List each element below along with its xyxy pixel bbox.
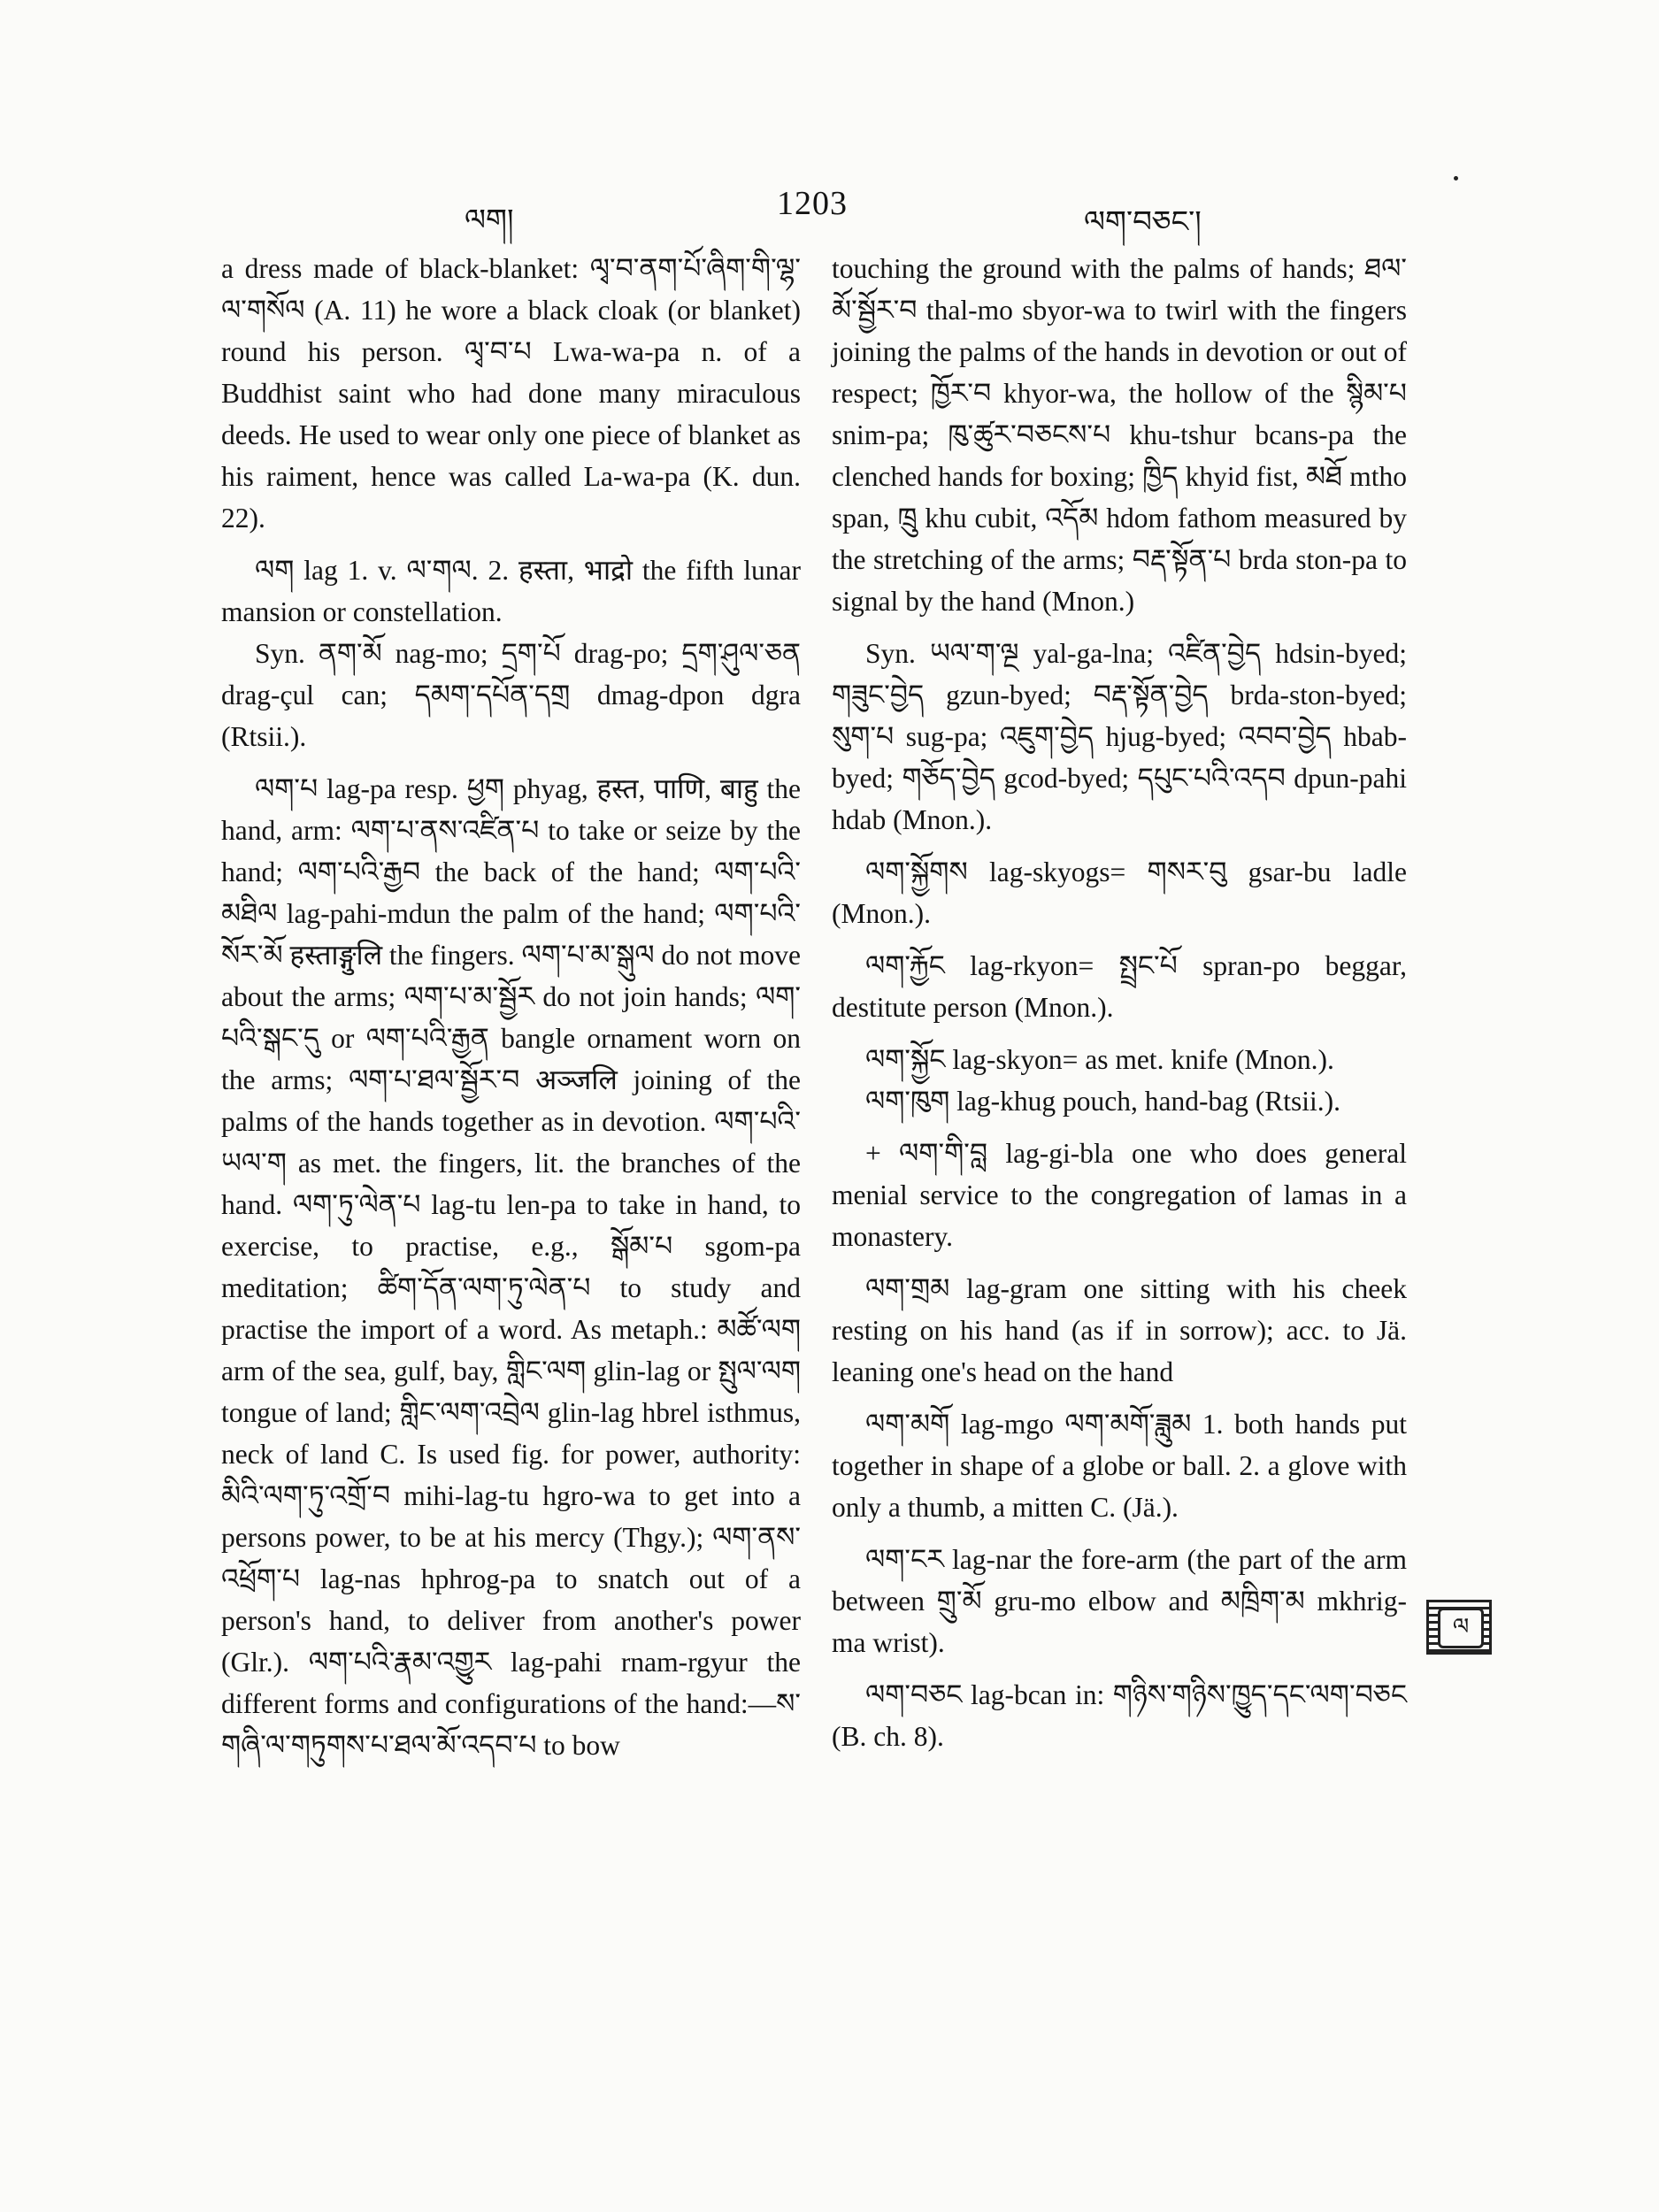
entry-lag-nar: ལག་ངར lag-nar the fore-arm (the part of the arm between གྲུ་མོ gru-mo elbow and མཁྲིག་མ mkhrig-ma wrist). (832, 1544, 1407, 1658)
entry-lag: ལག lag 1. v. ལ་གལ. 2. हस्ता, भाद्रो the fifth lunar mansion or constellation. (221, 555, 801, 627)
entry-lag-gram: ལག་གྲམ lag-gram one sitting with his cheek resting on his hand (as if in sorrow); acc. to Jä. leaning one's head on the hand (832, 1273, 1407, 1387)
entry-lag-skyon: ལག་སྐྱོང lag-skyon= as met. knife (Mnon.). (865, 1044, 1334, 1075)
entry-lag-pa-continuation: touching the ground with the palms of hands; ཐལ་མོ་སྦྱོར་བ thal-mo sbyor-wa to twirl with the fingers joining the palms of the hands in devotion or out of respect; ཁྱོར་བ khyor-wa, the hollow of the སྙིམ་པ snim-pa; ཁུ་ཚུར་བཅངས་པ khu-tshur bcans-pa the clenched hands for boxing; ཁྱིད khyid fist, མཐོ mtho span, ཁྲུ khu cubit, འདོམ hdom fathom measured by the stretching of the arms; བརྡ་སྟོན་པ brda ston-pa to signal by the hand (Mnon.) (832, 253, 1407, 617)
entry-lag-bcan: ལག་བཅང lag-bcan in: གཉིས་གཉིས་ཁྱུད་དང་ལག་བཅང (B. ch. 8). (832, 1679, 1407, 1752)
entry-lag-synonyms: Syn. ནག་མོ nag-mo; དྲག་པོ drag-po; དྲག་ཤུལ་ཅན drag-çul can; དམག་དཔོན་དགྲ dmag-dpon dgra (Rtsii.). (221, 638, 801, 752)
page-number: 1203 (777, 185, 848, 222)
entry-lag-gi-bla: + ལག་གི་བླ lag-gi-bla one who does general menial service to the congregation of lamas in a monastery. (832, 1138, 1407, 1252)
entry-lag-pa: ལག་པ lag-pa resp. ཕྱག phyag, हस्त, पाणि, बाहु the hand, arm: ལག་པ་ནས་འཛིན་པ to take or seize by the hand; ལག་པའི་རྒྱབ the back of the hand; ལག་པའི་མཐིལ lag-pahi-mdun the palm of the hand; ལག་པའི་སོར་མོ हस्ताङ्गुलि the fingers. ལག་པ་མ་སྒུལ do not move about the arms; ལག་པ་མ་སྦྱོར do not join hands; ལག་པའི་སྒང་དུ or ལག་པའི་རྒྱན bangle ornament worn on the arms; ལག་པ་ཐལ་སྦྱོར་བ अञ्जलि joining of the palms of the hands together as in devotion. ལག་པའི་ཡལ་ག as met. the fingers, lit. the branches of the hand. ལག་ཏུ་ལེན་པ lag-tu len-pa to take in hand, to exercise, to practise, e.g., སྒོམ་པ sgom-pa meditation; ཚིག་དོན་ལག་ཏུ་ལེན་པ to study and practise the import of a word. As metaph.: མཚོ་ལག arm of the sea, gulf, bay, གླིང་ལག glin-lag or སྤུལ་ལག tongue of land; གླིང་ལག་འབྲེལ glin-lag hbrel isthmus, neck of land C. Is used fig. for power, authority: མིའི་ལག་ཏུ་འགྲོ་བ mihi-lag-tu hgro-wa to get into a persons power, to be at his mercy (Thgy.); ལག་ནས་འཕྲོག་པ lag-nas hphrog-pa to snatch out of a person's hand, to deliver from another's power (Glr.). ལག་པའི་རྣམ་འགྱུར lag-pahi rnam-rgyur the different forms and configurations of the hand:—ས་གཞི་ལ་གཏུགས་པ་ཐལ་མོ་འདབ་པ to bow (221, 773, 801, 1761)
entry-lag-mgo: ལག་མགོ lag-mgo ལག་མགོ་ཟླུམ 1. both hands put together in shape of a globe or ball. 2. a glove with only a thumb, a mitten C. (Jä.). (832, 1409, 1407, 1523)
entry-lag-khug: ལག་ཁུག lag-khug pouch, hand-bag (Rtsii.). (865, 1086, 1341, 1117)
thumb-index-tab (1426, 1600, 1492, 1655)
page-header (0, 177, 1659, 240)
entry-continuation: a dress made of black-blanket: ལྭ་བ་ནག་པོ་ཞིག་གི་ལྷ་ལ་གསོལ (A. 11) he wore a black cloak (or blanket) round his person. ལྭ་བ་པ Lwa-wa-pa n. of a Buddhist saint who had done many miraculous deeds. He used to wear only one piece of blanket as his raiment, hence was called La-wa-pa (K. dun. 22). (221, 253, 801, 534)
entry-lag-pa-synonyms: Syn. ཡལ་ག་ལྔ yal-ga-lna; འཛིན་བྱེད hdsin-byed; གཟུང་བྱེད gzun-byed; བརྡ་སྟོན་བྱེད brda-ston-byed; སུག་པ sug-pa; འཇུག་བྱེད hjug-byed; འབབ་བྱེད hbab-byed; གཅོད་བྱེད gcod-byed; དཔུང་པའི་འདབ dpun-pahi hdab (Mnon.). (832, 638, 1407, 835)
entry-lag-skyogs: ལག་སྐྱོགས lag-skyogs= གསར་བུ gsar-bu ladle (Mnon.). (832, 856, 1407, 929)
header-left-word: ལག། (465, 203, 514, 238)
right-column (832, 248, 1407, 1757)
left-column (221, 248, 801, 1766)
thumb-index-letter: ལ (1438, 1608, 1484, 1648)
header-right-word: ལག་བཅང་། (1084, 204, 1202, 240)
entry-lag-rkyon: ལག་རྐྱོང lag-rkyon= སྤྲང་པོ spran-po beggar, destitute person (Mnon.). (832, 950, 1407, 1023)
